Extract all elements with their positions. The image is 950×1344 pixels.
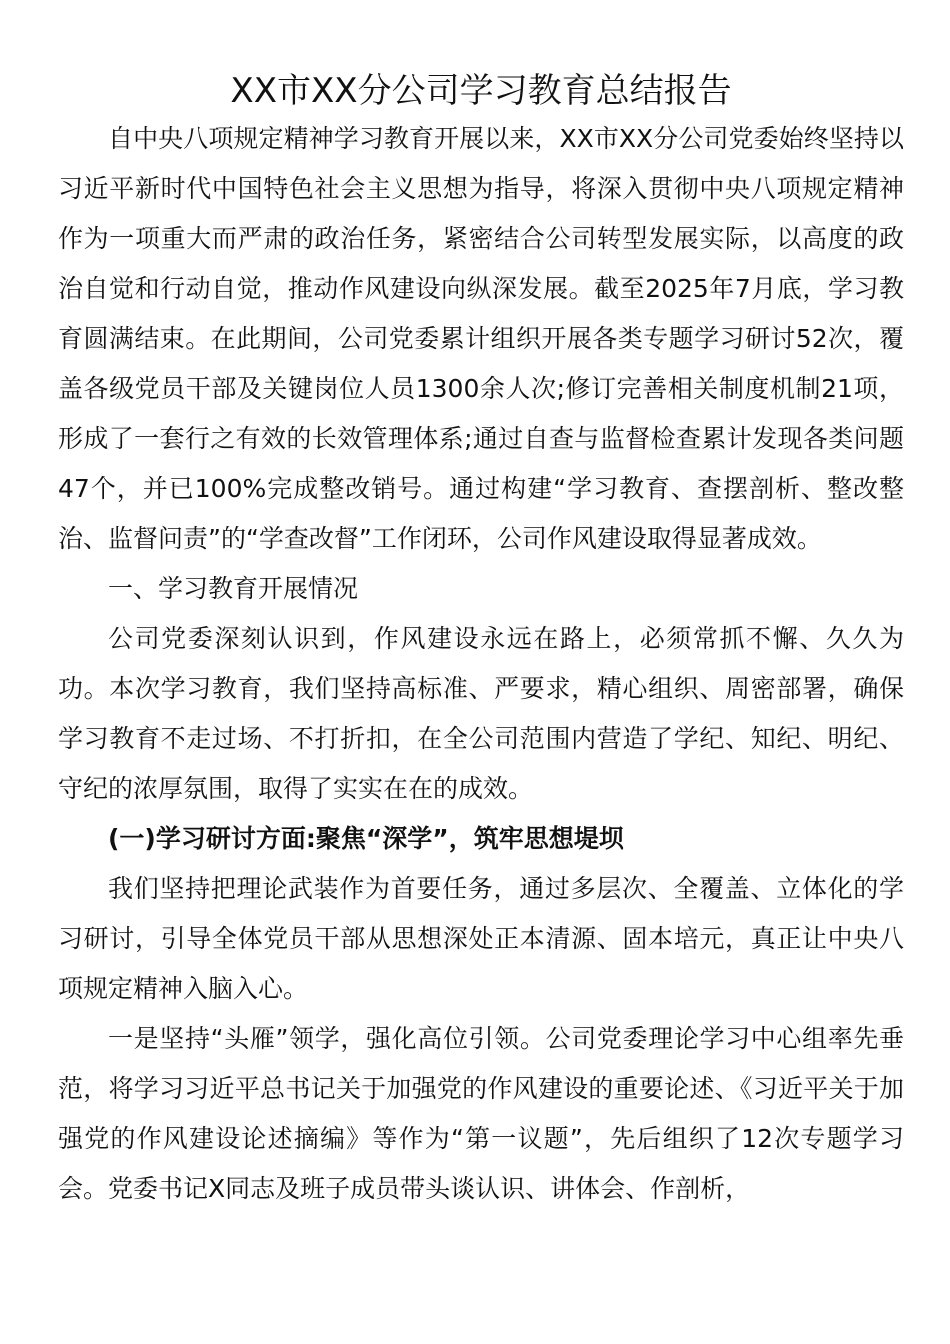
subsection-heading-1: (一)学习研讨方面:聚焦“深学”，筑牢思想堤坝 — [108, 824, 624, 853]
section-heading-1: 一、学习教育开展情况 — [108, 574, 359, 603]
intro-paragraph: 自中央八项规定精神学习教育开展以来，XX市XX分公司党委始终坚持以习近平新时代中国特色社会主义思想为指导，将深入贯彻中央八项规定精神作为一项重大而严肃的政治任务，紧密结合公司转型发展实际，以高度的政治自觉和行动自觉，推动作风建设向纵深发展。截至2025年7月底，学习教育圆满结束。在此期间，公司党委累计组织开展各类专题学习研讨52次，覆盖各级党员干部及关键岗位人员1300余人次;修订完善相关制度机制21项，形成了一套行之有效的长效管理体系;通过自查与监督检查累计发现各类问题47个，并已100%完成整改销号。通过构建“学习教育、查摆剖析、整改整治、监督问责”的“学查改督”工作闭环，公司作风建设取得显著成效。 — [58, 124, 904, 553]
point-one-paragraph: 一是坚持“头雁”领学，强化高位引领。公司党委理论学习中心组率先垂范，将学习习近平总书记关于加强党的作风建设的重要论述、《习近平关于加强党的作风建设论述摘编》等作为“第一议题”，先后组织了12次专题学习会。党委书记X同志及班子成员带头谈认识、讲体会、作剖析， — [58, 1024, 904, 1203]
document-title: XX市XX分公司学习教育总结报告 — [230, 71, 732, 111]
section-1-paragraph: 公司党委深刻认识到，作风建设永远在路上，必须常抓不懈、久久为功。本次学习教育，我们坚持高标准、严要求，精心组织、周密部署，确保学习教育不走过场、不打折扣，在全公司范围内营造了学纪、知纪、明纪、守纪的浓厚氛围，取得了实实在在的成效。 — [58, 624, 904, 803]
subsection-1-paragraph: 我们坚持把理论武装作为首要任务，通过多层次、全覆盖、立体化的学习研讨，引导全体党员干部从思想深处正本清源、固本培元，真正让中央八项规定精神入脑入心。 — [58, 874, 904, 1003]
